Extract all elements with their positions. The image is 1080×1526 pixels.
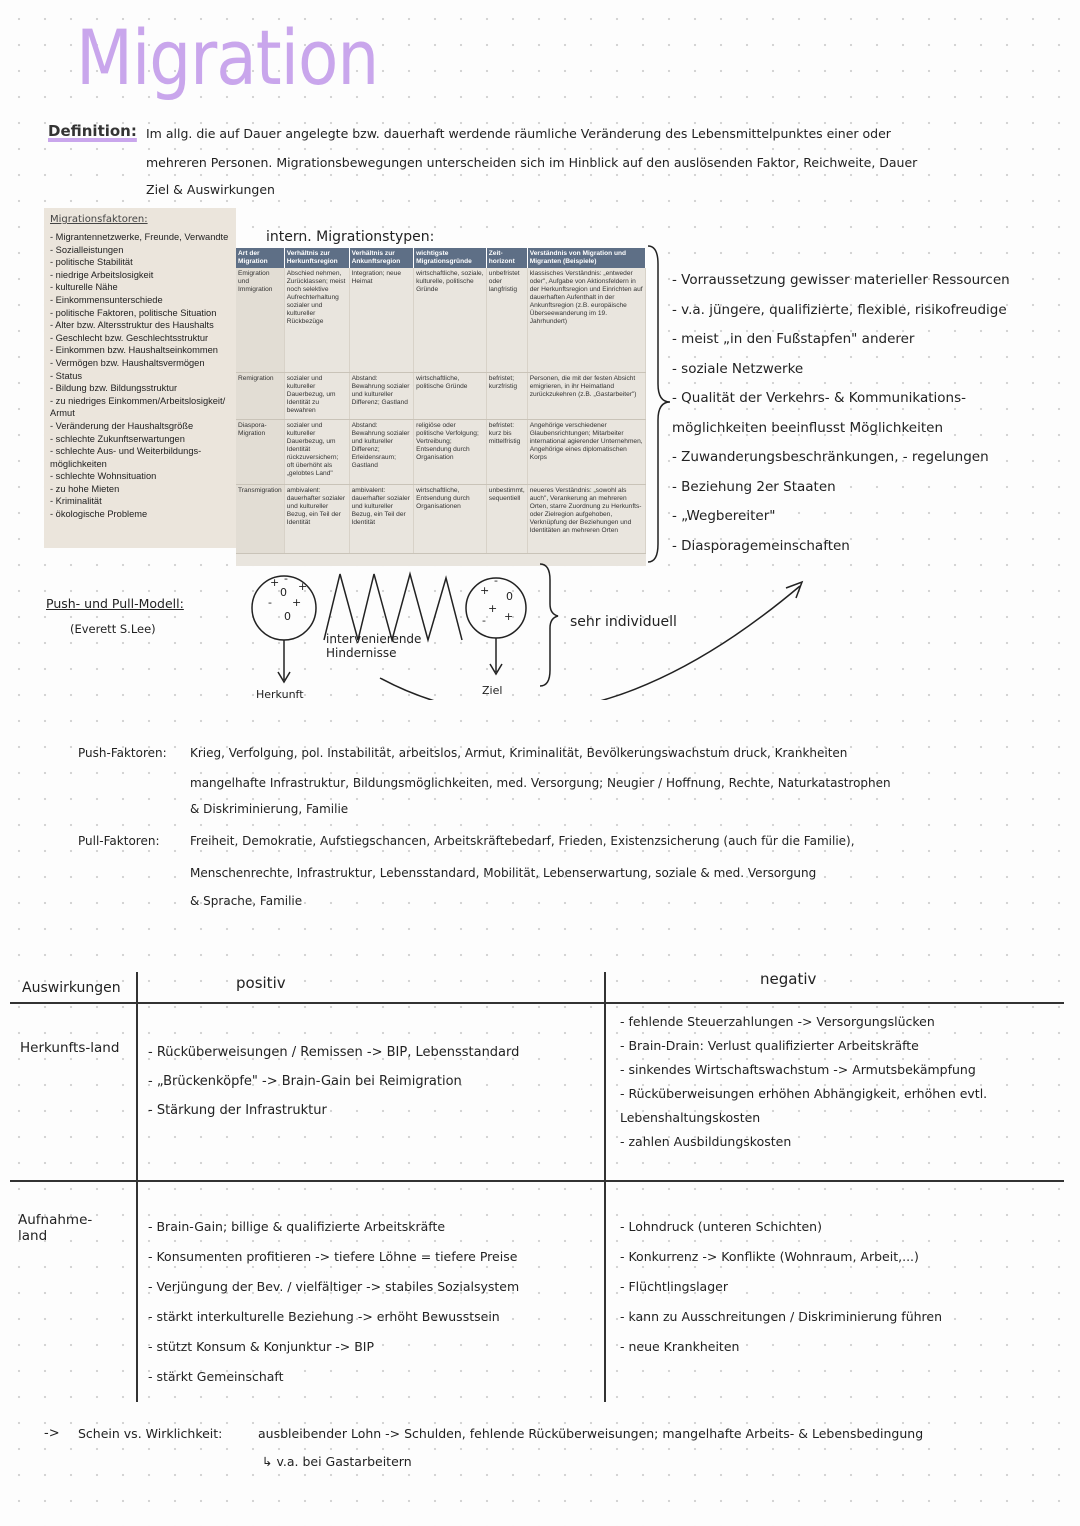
- origin-negative-item: Lebenshaltungskosten: [620, 1110, 761, 1125]
- obstacles-label: intervenierende Hindernisse: [326, 632, 422, 660]
- footer-arrow: ->: [44, 1426, 60, 1441]
- prerequisites-notes: [672, 266, 1072, 561]
- factor-item: - Geschlecht bzw. Geschlechtsstruktur: [50, 332, 209, 343]
- migration-types-table: [236, 248, 646, 566]
- types-cell: religiöse oder politische Verfolgung; Vertreibung; Entsendung durch Organisation: [414, 420, 487, 485]
- impacts-col-divider-1: [136, 972, 138, 1402]
- types-cell: neueres Verständnis: „sowohl als auch", Verankerung an mehreren Orten, starre Zuordnung zu Herkunfts- oder Zielregion aufgehoben, Verknüpfung der Beziehungen und Identitäten an mehreren Orten: [527, 485, 645, 554]
- destination-label: Ziel: [482, 684, 503, 697]
- note-item: - Vorraussetzung gewisser materieller Ressourcen: [672, 272, 1010, 288]
- factor-item: - zu hohe Mieten: [50, 483, 120, 494]
- host-negative-item: - Lohndruck (unteren Schichten): [620, 1219, 822, 1234]
- types-cell: ambivalent: dauerhafter sozialer und kultureller Bezug, ein Teil der Identität: [284, 485, 349, 554]
- footer-lead: Schein vs. Wirklichkeit:: [78, 1426, 223, 1441]
- note-item: - „Wegbereiter": [672, 508, 776, 524]
- types-header-cell: Verhältnis zur Herkunftsregion: [284, 248, 349, 268]
- destination-sign: -: [482, 614, 486, 627]
- factor-item: - kulturelle Nähe: [50, 282, 118, 293]
- types-cell: Angehörige verschiedener Glaubensrichtungen; Mitarbeiter international agierender Unternehmen, Angehörige eines diplomatischen Korps: [527, 420, 645, 485]
- footer-sub: ↳ v.a. bei Gastarbeitern: [262, 1454, 412, 1469]
- destination-sign: -: [494, 574, 498, 587]
- factor-item: - schlechte Aus- und Weiterbildungs-: [50, 446, 202, 457]
- factors-list: [50, 231, 232, 521]
- impacts-row-divider: [10, 1180, 1064, 1182]
- origin-positive-item: - Stärkung der Infrastruktur: [148, 1103, 327, 1118]
- push-pull-diagram: [240, 560, 820, 700]
- factor-item: - politische Faktoren, politische Situation: [50, 307, 217, 318]
- host-positive-item: - stützt Konsum & Konjunktur -> BIP: [148, 1339, 375, 1354]
- push-line-3: & Diskriminierung, Familie: [190, 802, 349, 816]
- types-header-cell: Zeit-horizont: [486, 248, 527, 268]
- host-negative-item: - Konkurrenz -> Konflikte (Wohnraum, Arbeit,...): [620, 1249, 919, 1264]
- host-positive-item: - stärkt interkulturelle Beziehung -> erhöht Bewusstsein: [148, 1309, 500, 1324]
- impacts-header-line: [10, 1002, 1064, 1004]
- types-row: [236, 420, 646, 485]
- factor-item: - schlechte Zukunftserwartungen: [50, 433, 185, 444]
- origin-negative-item: - fehlende Steuerzahlungen -> Versorgungslücken: [620, 1014, 935, 1029]
- types-cell: Personen, die mit der festen Absicht emigrieren, in ihr Heimatland zurückzukehren (z.B. „Gastarbeiter"): [527, 373, 645, 420]
- origin-positive-list: [148, 1038, 598, 1125]
- note-item: - v.a. jüngere, qualifizierte, flexible, risikofreudige: [672, 301, 1007, 318]
- types-cell: wirtschaftliche, soziale, kulturelle, politische Gründe: [414, 268, 487, 373]
- destination-sign: +: [504, 610, 514, 623]
- impacts-title: Auswirkungen: [22, 980, 121, 996]
- origin-negative-item: - zahlen Ausbildungskosten: [620, 1134, 792, 1149]
- types-cell: Diaspora-Migration: [236, 420, 284, 485]
- types-row: [236, 373, 646, 420]
- types-cell: unbestimmt, sequentiell: [486, 485, 527, 554]
- origin-sign: +: [292, 596, 302, 609]
- host-positive-item: - Brain-Gain; billige & qualifizierte Arbeitskräfte: [148, 1219, 446, 1234]
- types-cell: sozialer und kultureller Dauerbezug, um Identität zu bewahren: [284, 373, 349, 420]
- types-cell: Abstand: Bewahrung sozialer und kultureller Differenz; Erleidensraum; Gastland: [349, 420, 414, 485]
- host-negative-item: - neue Krankheiten: [620, 1339, 740, 1354]
- note-item: - meist „in den Fußstapfen" anderer: [672, 331, 915, 347]
- types-cell: sozialer und kultureller Dauerbezug, um Identität rückzuversichern; oft überhöht als „gelobtes Land": [284, 420, 349, 485]
- destination-sign: +: [488, 602, 498, 615]
- factor-item: - niedrige Arbeitslosigkeit: [50, 269, 154, 280]
- types-cell: Transmigration: [236, 485, 284, 554]
- factors-heading: Migrationsfaktoren:: [50, 214, 148, 225]
- host-positive-item: - stärkt Gemeinschaft: [148, 1369, 284, 1384]
- host-negative-list: [620, 1212, 1070, 1362]
- destination-sign: 0: [506, 590, 513, 603]
- push-factors-label: Push-Faktoren:: [78, 746, 167, 760]
- definition-line-2: mehreren Personen. Migrationsbewegungen unterscheiden sich im Hinblick auf den auslösenden Faktor, Reichweite, Dauer: [146, 155, 918, 170]
- origin-positive-item: - Rücküberweisungen / Remissen -> BIP, Lebensstandard: [148, 1045, 520, 1060]
- origin-sign: -: [268, 596, 272, 609]
- model-bracket: [540, 564, 558, 686]
- definition-line-3: Ziel & Auswirkungen: [146, 182, 275, 197]
- origin-negative-item: - Brain-Drain: Verlust qualifizierter Arbeitskräfte: [620, 1038, 919, 1053]
- origin-positive-item: - „Brückenköpfe" -> Brain-Gain bei Reimigration: [148, 1074, 462, 1089]
- factor-item: - schlechte Wohnsituation: [50, 471, 157, 482]
- types-cell: Integration; neue Heimat: [349, 268, 414, 373]
- factor-item: - zu niedriges Einkommen/Arbeitslosigkeit/: [50, 395, 226, 406]
- origin-sign: +: [270, 576, 280, 589]
- types-row: [236, 485, 646, 554]
- push-line-1: Krieg, Verfolgung, pol. Instabilität, arbeitslos, Armut, Kriminalität, Bevölkerungswachstum druck, Krankheiten: [190, 746, 848, 760]
- note-item: - Qualität der Verkehrs- & Kommunikations-: [672, 390, 967, 406]
- definition-label: Definition:: [48, 122, 137, 140]
- definition-line-1: Im allg. die auf Dauer angelegte bzw. dauerhaft werdende räumliche Veränderung des Lebensmittelpunktes einer oder: [146, 126, 891, 141]
- pull-line-3: & Sprache, Familie: [190, 894, 303, 908]
- migration-factors-box: [44, 208, 236, 548]
- origin-label: Herkunft: [256, 688, 304, 701]
- origin-sign: +: [298, 580, 308, 593]
- individual-note: sehr individuell: [570, 614, 677, 630]
- push-line-2: mangelhafte Infrastruktur, Bildungsmöglichkeiten, med. Versorgung; Neugier / Hoffnung, Rechte, Naturkatastrophen: [190, 776, 891, 790]
- origin-negative-item: - sinkendes Wirtschaftswachstum -> Armutsbekämpfung: [620, 1062, 976, 1077]
- types-cell: Abschied nehmen, Zurücklassen; meist noch selektive Aufrechterhaltung sozialer und kultureller Rückbezüge: [284, 268, 349, 373]
- types-cell: klassisches Verständnis: „entweder oder", Aufgabe von Aktionsfeldern in der Herkunftsregion und Einrichten auf dauerhaften Aufenthalt in der Ankunftsregion (z.B. europäische Überseewanderung im 19. Jahrhundert): [527, 268, 645, 373]
- impacts-col-divider-2: [604, 972, 606, 1402]
- factor-item: - Alter bzw. Altersstruktur des Haushalts: [50, 320, 214, 331]
- factor-item: - Sozialleistungen: [50, 244, 124, 255]
- host-positive-item: - Verjüngung der Bev. / vielfältiger -> stabiles Sozialsystem: [148, 1279, 520, 1294]
- origin-sign: -: [284, 572, 288, 585]
- impacts-negative-header: negativ: [760, 970, 817, 988]
- factor-item: möglichkeiten: [50, 458, 107, 469]
- host-negative-item: - Flüchtlingslager: [620, 1279, 728, 1294]
- push-pull-model-label: Push- und Pull-Modell:: [46, 596, 184, 611]
- note-item: - soziale Netzwerke: [672, 360, 804, 377]
- types-cell: befristet: kurz bis mittelfristig: [486, 420, 527, 485]
- origin-sign: 0: [284, 610, 291, 623]
- pull-factors-label: Pull-Faktoren:: [78, 834, 160, 848]
- factor-item: - politische Stabilität: [50, 257, 133, 268]
- model-author: (Everett S.Lee): [70, 622, 156, 636]
- factor-item: Armut: [50, 408, 75, 419]
- types-cell: wirtschaftliche, politische Gründe: [414, 373, 487, 420]
- origin-negative-list: [620, 1010, 1070, 1154]
- obstacles-zigzag: [324, 574, 462, 640]
- host-positive-item: - Konsumenten profitieren -> tiefere Löhne = tiefere Preise: [148, 1249, 518, 1264]
- page-title: Migration: [76, 14, 379, 103]
- factor-item: - ökologische Probleme: [50, 509, 148, 520]
- origin-negative-item: - Rücküberweisungen erhöhen Abhängigkeit, erhöhen evtl.: [620, 1086, 988, 1101]
- types-cell: Abstand: Bewahrung sozialer und kultureller Differenz; Gastland: [349, 373, 414, 420]
- pull-line-2: Menschenrechte, Infrastruktur, Lebensstandard, Mobilität, Lebenserwartung, soziale & med. Versorgung: [190, 866, 817, 880]
- factor-item: - Kriminalität: [50, 496, 102, 507]
- origin-sign: 0: [280, 586, 287, 599]
- types-header-cell: wichtigste Migrationsgründe: [414, 248, 487, 268]
- host-positive-list: [148, 1212, 603, 1392]
- note-item: - Diasporagemeinschaften: [672, 537, 850, 554]
- origin-country-label: Herkunfts-land: [20, 1040, 120, 1056]
- host-country-label: Aufnahme-land: [18, 1212, 93, 1244]
- factor-item: - Status: [50, 370, 83, 381]
- types-cell: ambivalent: dauerhafter sozialer und kultureller Bezug, ein Teil der Identität: [349, 485, 414, 554]
- factor-item: - Vermögen bzw. Haushaltsvermögen: [50, 357, 205, 368]
- types-header-cell: Verständnis von Migration und Migranten (Beispiele): [527, 248, 645, 268]
- types-cell: wirtschaftliche, Entsendung durch Organisationen: [414, 485, 487, 554]
- note-item: - Beziehung 2er Staaten: [672, 478, 836, 495]
- note-item: - Zuwanderungsbeschränkungen, - regelungen: [672, 449, 989, 465]
- impacts-positive-header: positiv: [236, 974, 286, 992]
- note-item: möglichkeiten beeinflusst Möglichkeiten: [672, 419, 944, 436]
- pull-line-1: Freiheit, Demokratie, Aufstiegschancen, Arbeitskräftebedarf, Frieden, Existenzsicherung (auch für die Familie),: [190, 834, 855, 848]
- factor-item: - Einkommensunterschiede: [50, 294, 163, 305]
- types-cell: Remigration: [236, 373, 284, 420]
- types-cell: befristet; kurzfristig: [486, 373, 527, 420]
- types-header-cell: Art der Migration: [236, 248, 284, 268]
- factor-item: - Bildung bzw. Bildungsstruktur: [50, 383, 178, 394]
- types-header-cell: Verhältnis zur Ankunftsregion: [349, 248, 414, 268]
- types-cell: Emigration und Immigration: [236, 268, 284, 373]
- types-row: [236, 268, 646, 373]
- host-negative-item: - kann zu Ausschreitungen / Diskriminierung führen: [620, 1309, 943, 1324]
- factor-item: - Einkommen bzw. Haushaltseinkommen: [50, 345, 218, 356]
- migration-types-title: intern. Migrationstypen:: [266, 229, 435, 245]
- footer-text: ausbleibender Lohn -> Schulden, fehlende Rücküberweisungen; mangelhafte Arbeits- & Lebensbedingung: [258, 1426, 924, 1441]
- destination-sign: +: [480, 584, 490, 597]
- types-cell: unbefristet oder langfristig: [486, 268, 527, 373]
- factor-item: - Migrantennetzwerke, Freunde, Verwandte: [50, 232, 229, 242]
- factor-item: - Veränderung der Haushaltsgröße: [50, 420, 194, 431]
